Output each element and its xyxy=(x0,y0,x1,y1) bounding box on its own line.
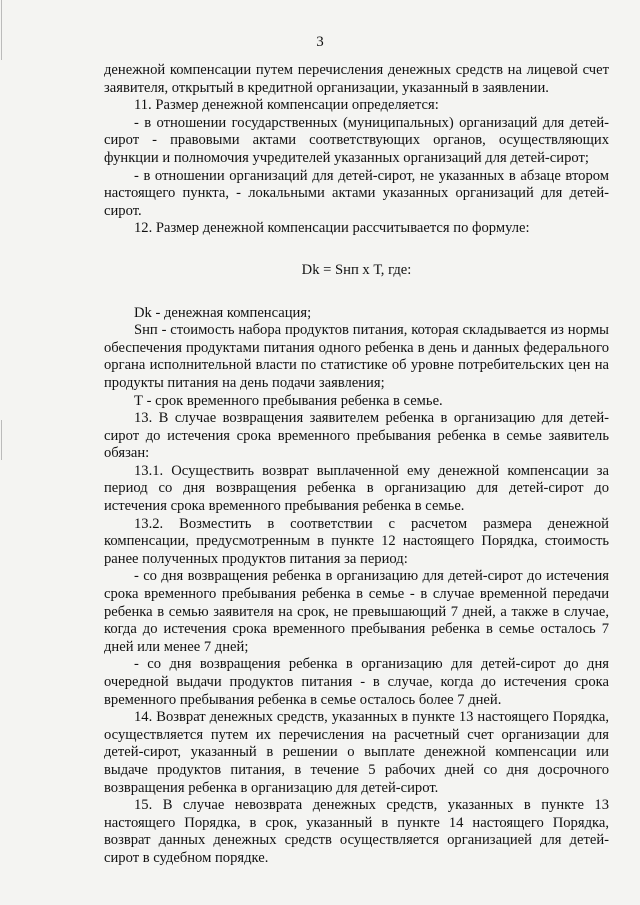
paragraph-13-2: 13.2. Возместить в соответствии с расчетом размера денежной компенсации, предусмотренным в пункте 12 настоящего Порядка, стоимость ранее полученных продуктов питания за период: xyxy=(104,515,609,567)
paragraph-12: 12. Размер денежной компенсации рассчитывается по формуле: xyxy=(134,220,530,237)
scan-edge-mark xyxy=(1,420,2,460)
definition-snp: Sнп - стоимость набора продуктов питания, которая складывается из нормы обеспечения продуктами питания одного ребенка в день и данных федерального органа исполнительной власти по статистике об уровне потребительских цен на продукты питания на день подачи заявления; xyxy=(104,322,609,391)
page-number: 3 xyxy=(316,34,324,50)
paragraph-11: 11. Размер денежной компенсации определяется: xyxy=(134,97,439,114)
list-item: - в отношении организаций для детей-сирот, не указанных в абзаце втором настоящего пункта, - локальными актами указанных организаций для детей-сирот. xyxy=(104,167,609,219)
scan-edge-mark xyxy=(1,0,2,60)
paragraph: денежной компенсации путем перечисления денежных средств на лицевой счет заявителя, открытый в кредитной организации, указанный в заявлении. xyxy=(104,62,609,96)
document-body xyxy=(104,62,609,868)
paragraph-15: 15. В случае невозврата денежных средств, указанных в пункте 13 настоящего Порядка, в срок, указанный в пункте 14 настоящего Порядка, возврат данных денежных средств осуществляется организацией для детей-сирот в судебном порядке. xyxy=(104,797,609,866)
list-item: - в отношении государственных (муниципальных) организаций для детей-сирот - правовыми актами соответствующих органов, осуществляющих функции и полномочия учредителей указанных организаций для детей-сирот; xyxy=(104,114,609,166)
paragraph-14: 14. Возврат денежных средств, указанных в пункте 13 настоящего Порядка, осуществляется путем их перечисления на расчетный счет организации для детей-сирот, указанный в решении о выплате денежной компенсации или выдаче продуктов питания, в течение 5 рабочих дней со дня досрочного возвращения ребенка в организацию для детей-сирот. xyxy=(104,709,609,796)
definition-t: Т - срок временного пребывания ребенка в семье. xyxy=(134,392,443,409)
list-item: - со дня возвращения ребенка в организацию для детей-сирот до истечения срока временного пребывания ребенка в семье - в случае временной передачи ребенка в семью заявителя на срок, не превышающий 7 дней, а также в случае, когда до истечения срока временного пребывания ребенка в семье осталось 7 дней или менее 7 дней; xyxy=(104,568,609,655)
list-item: - со дня возвращения ребенка в организацию для детей-сирот до дня очередной выдачи продуктов питания - в случае, когда до истечения срока временного пребывания ребенка в семье осталось более 7 дней. xyxy=(104,656,609,708)
paragraph-13: 13. В случае возвращения заявителем ребенка в организацию для детей-сирот до истечения срока временного пребывания ребенка в семье заявитель обязан: xyxy=(104,410,609,462)
formula: Dk = Sнп х Т, где: xyxy=(301,261,412,278)
definition-dk: Dk - денежная компенсация; xyxy=(134,304,312,321)
paragraph-13-1: 13.1. Осуществить возврат выплаченной ему денежной компенсации за период со дня возвращения ребенка в организацию для детей-сирот до истечения срока временного пребывания ребенка в семье. xyxy=(104,462,609,515)
